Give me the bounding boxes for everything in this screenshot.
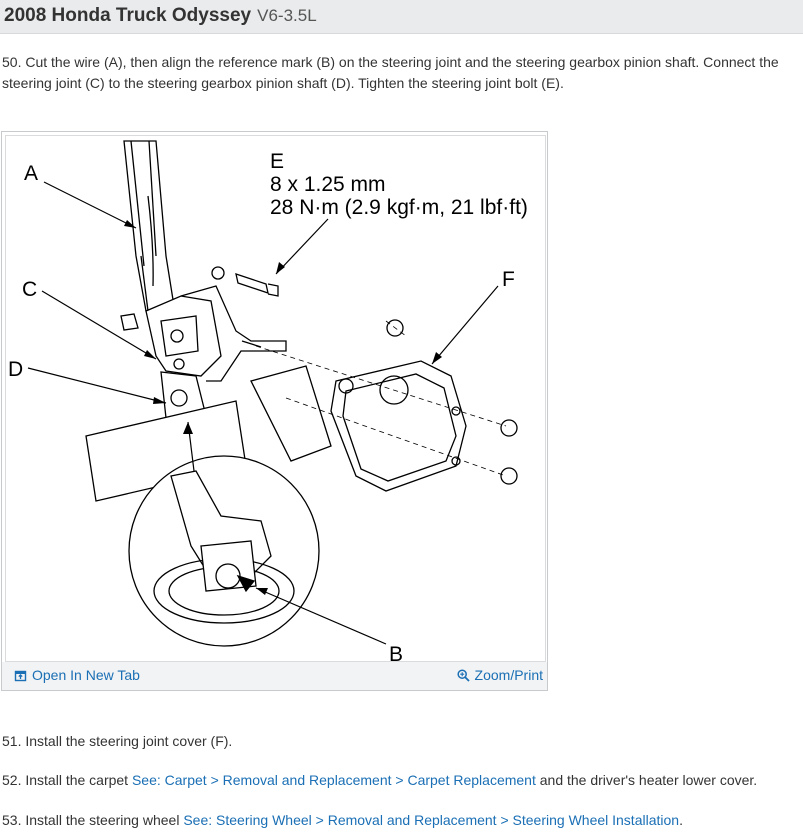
engine-subtitle: V6-3.5L: [257, 6, 317, 25]
vehicle-title: 2008 Honda Truck Odyssey: [4, 5, 252, 26]
figure-toolbar: [2, 662, 547, 690]
magnifier-icon: [457, 669, 470, 682]
open-in-new-tab-icon: [14, 669, 27, 682]
open-in-new-tab-link[interactable]: [14, 667, 140, 683]
page-title: [4, 5, 317, 27]
label-c: C: [22, 278, 38, 301]
label-e-torque: 28 N·m (2.9 kgf·m, 21 lbf·ft): [270, 196, 528, 219]
procedure-figure: [1, 131, 548, 691]
zoom-print-label: Zoom/Print: [474, 667, 543, 683]
step-53-text-end: .: [679, 812, 683, 828]
carpet-replacement-link[interactable]: See: Carpet > Removal and Replacement > Carpet Replacement: [131, 772, 536, 788]
zoom-print-link[interactable]: [457, 667, 543, 683]
step-53: [2, 810, 683, 831]
step-53-text: 53. Install the steering wheel: [2, 812, 184, 828]
step-52-text-end: and the driver's heater lower cover.: [535, 772, 758, 788]
label-e: E: [270, 150, 285, 173]
figure-image: [5, 135, 546, 662]
page-header: [0, 0, 803, 34]
step-52: [2, 770, 757, 791]
step-52-text: 52. Install the carpet: [2, 772, 132, 788]
open-in-new-tab-label: Open In New Tab: [32, 667, 140, 683]
label-b: B: [389, 643, 404, 661]
steering-wheel-installation-link[interactable]: See: Steering Wheel > Removal and Replacement > Steering Wheel Installation: [183, 812, 680, 828]
label-d: D: [8, 358, 24, 381]
label-f: F: [502, 268, 515, 291]
step-51-text: 51. Install the steering joint cover (F).: [2, 733, 233, 749]
label-e-size: 8 x 1.25 mm: [270, 173, 386, 196]
steering-joint-illustration: [6, 136, 545, 661]
step-50-text: 50. Cut the wire (A), then align the reference mark (B) on the steering joint and the steering gearbox pinion shaft. Connect the steering joint (C) to the steering gearbox pinion shaft (D). Tighten the steering joint bolt (E).: [2, 54, 779, 91]
label-a: A: [24, 162, 39, 185]
